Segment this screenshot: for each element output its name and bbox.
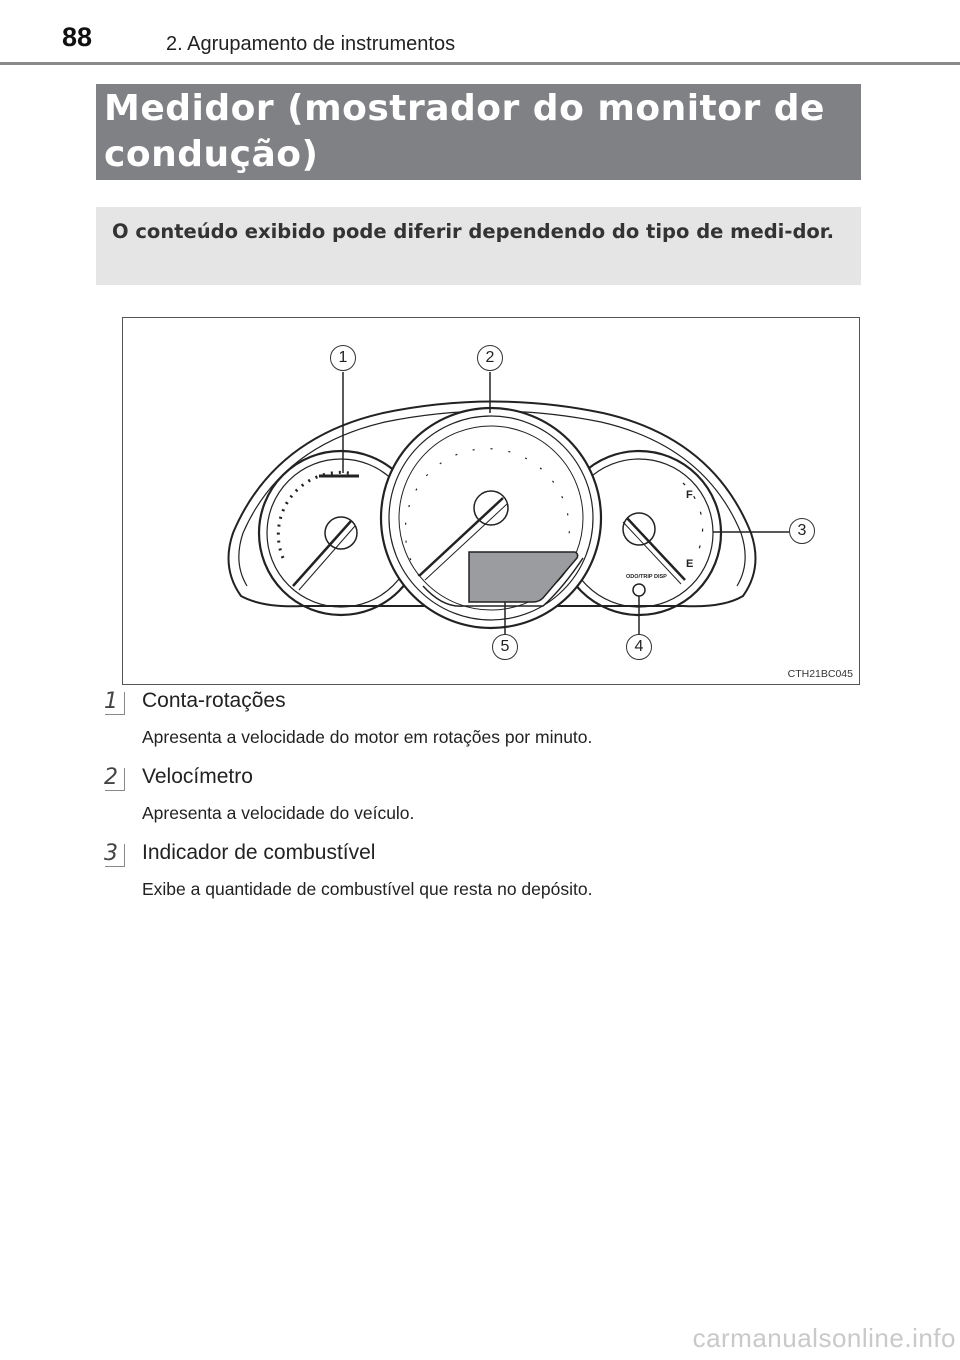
- callout-2: 2: [477, 345, 503, 371]
- page-header: [0, 0, 960, 66]
- instrument-cluster-figure: [122, 317, 860, 685]
- callout-1: 1: [330, 345, 356, 371]
- item-title: Velocímetro: [142, 765, 253, 788]
- item-number: 2: [104, 765, 126, 791]
- callout-5: 5: [492, 634, 518, 660]
- callout-4: 4: [626, 634, 652, 660]
- section-title: 2. Agrupamento de instrumentos: [166, 33, 456, 55]
- intro-box: [96, 207, 861, 285]
- page-number: 88: [62, 22, 93, 52]
- header-rule: [0, 62, 960, 65]
- intro-text: O conteúdo exibido pode diferir dependendo do tipo de medi-dor.: [112, 220, 835, 243]
- item-title: Indicador de combustível: [142, 841, 376, 864]
- instrument-cluster-illustration: [123, 318, 859, 684]
- odo-trip-button-label: ODO/TRIP DISP: [626, 574, 667, 580]
- watermark: carmanualsonline.info: [692, 1323, 956, 1353]
- title-banner: [96, 84, 861, 180]
- item-number: 3: [104, 841, 126, 867]
- figure-code: CTH21BC045: [787, 668, 853, 680]
- page-title: Medidor (mostrador do monitor de condução): [104, 88, 825, 175]
- item-description: Exibe a quantidade de combustível que resta no depósito.: [142, 879, 593, 899]
- item-description: Apresenta a velocidade do veículo.: [142, 803, 415, 823]
- item-number: 1: [104, 689, 126, 715]
- item-description: Apresenta a velocidade do motor em rotações por minuto.: [142, 727, 593, 747]
- fuel-empty-label: E: [686, 558, 694, 570]
- item-title: Conta-rotações: [142, 689, 286, 712]
- fuel-full-label: F: [686, 489, 693, 501]
- callout-3: 3: [789, 518, 815, 544]
